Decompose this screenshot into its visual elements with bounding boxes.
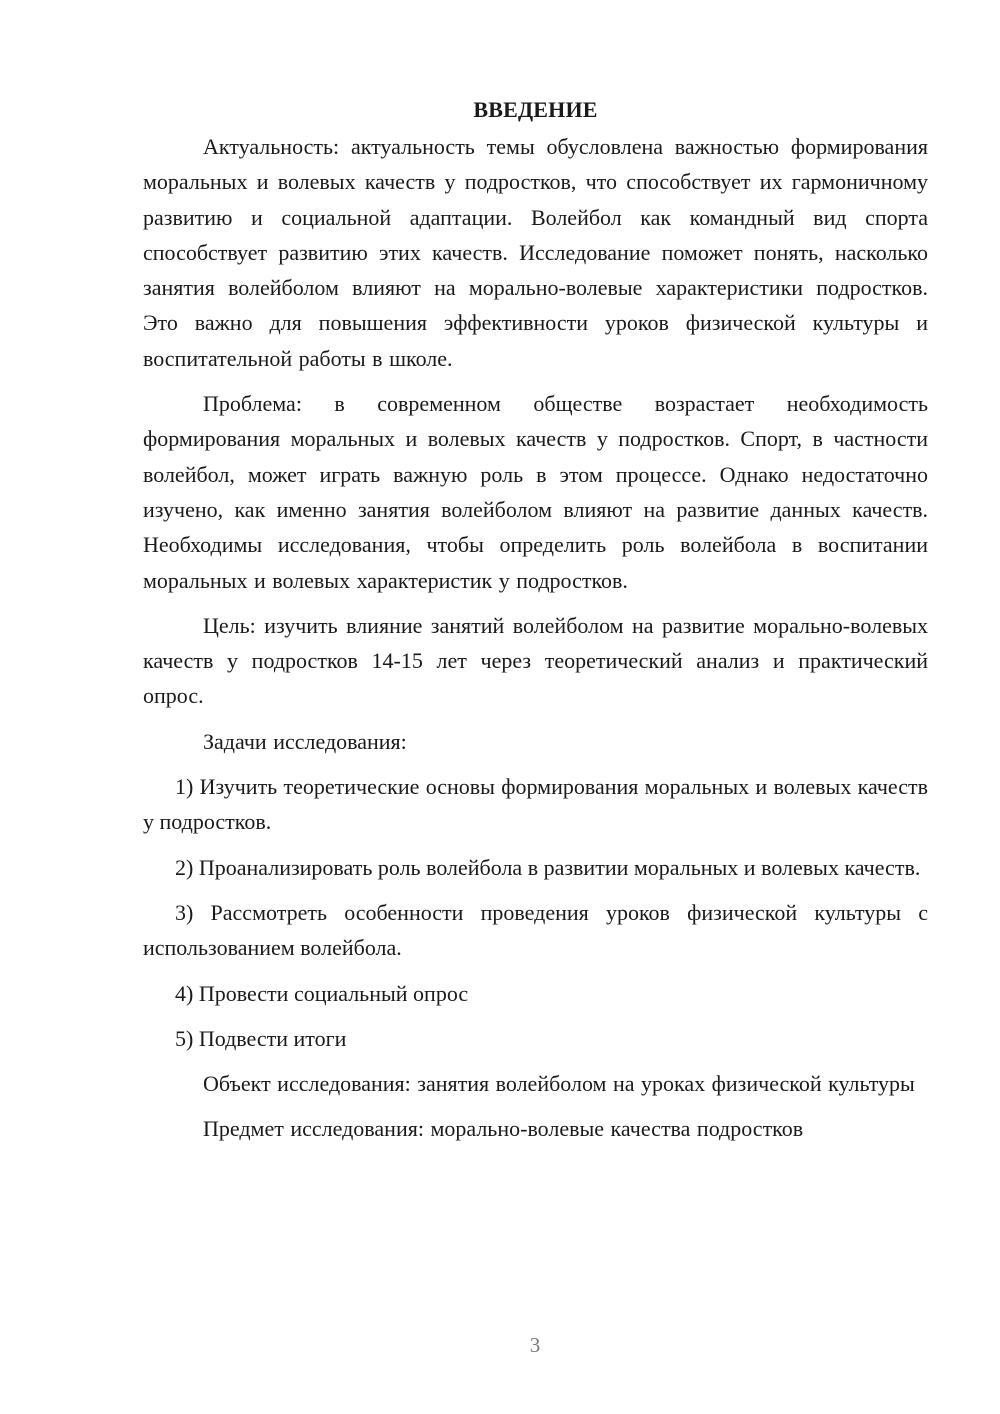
relevance-paragraph: Актуальность: актуальность темы обусловлена важностью формирования моральных и волевых качеств у подростков, что способствует их гармоничному развитию и социальной адаптации. Волейбол как командный вид спорта способствует развитию этих качеств. Исследование поможет понять, насколько занятия волейболом влияют на морально-волевые характеристики подростков. Это важно для повышения эффективности уроков физической культуры и воспитательной работы в школе. — [143, 134, 928, 371]
research-subject-paragraph: Предмет исследования: морально-волевые качества подростков — [203, 1116, 804, 1142]
tasks-heading: Задачи исследования: — [203, 728, 407, 754]
task-item-4: 4) Провести социальный опрос — [175, 980, 469, 1006]
research-object-paragraph: Объект исследования: занятия волейболом на уроках физической культуры — [203, 1071, 915, 1097]
page-number: 3 — [529, 1333, 541, 1357]
problem-paragraph: Проблема: в современном обществе возрастает необходимость формирования моральных и волевых качеств у подростков. Спорт, в частности волейбол, может играть важную роль в этом процессе. Однако недостаточно изучено, как именно занятия волейболом влияют на развитие данных качеств. Необходимы исследования, чтобы определить роль волейбола в воспитании моральных и волевых характеристик у подростков. — [143, 391, 928, 593]
task-item-5: 5) Подвести итоги — [175, 1025, 347, 1051]
task-item-1: 1) Изучить теоретические основы формирования моральных и волевых качеств у подростков. — [143, 774, 928, 835]
section-heading: ВВЕДЕНИЕ — [473, 97, 598, 122]
task-item-3: 3) Рассмотреть особенности проведения уроков физической культуры с использованием волейбола. — [143, 899, 928, 961]
task-item-2: 2) Проанализировать роль волейбола в развитии моральных и волевых качеств. — [175, 854, 921, 880]
document-page — [143, 92, 928, 1157]
goal-paragraph: Цель: изучить влияние занятий волейболом на развитие морально-волевых качеств у подростков 14-15 лет через теоретический анализ и практический опрос. — [143, 612, 928, 709]
